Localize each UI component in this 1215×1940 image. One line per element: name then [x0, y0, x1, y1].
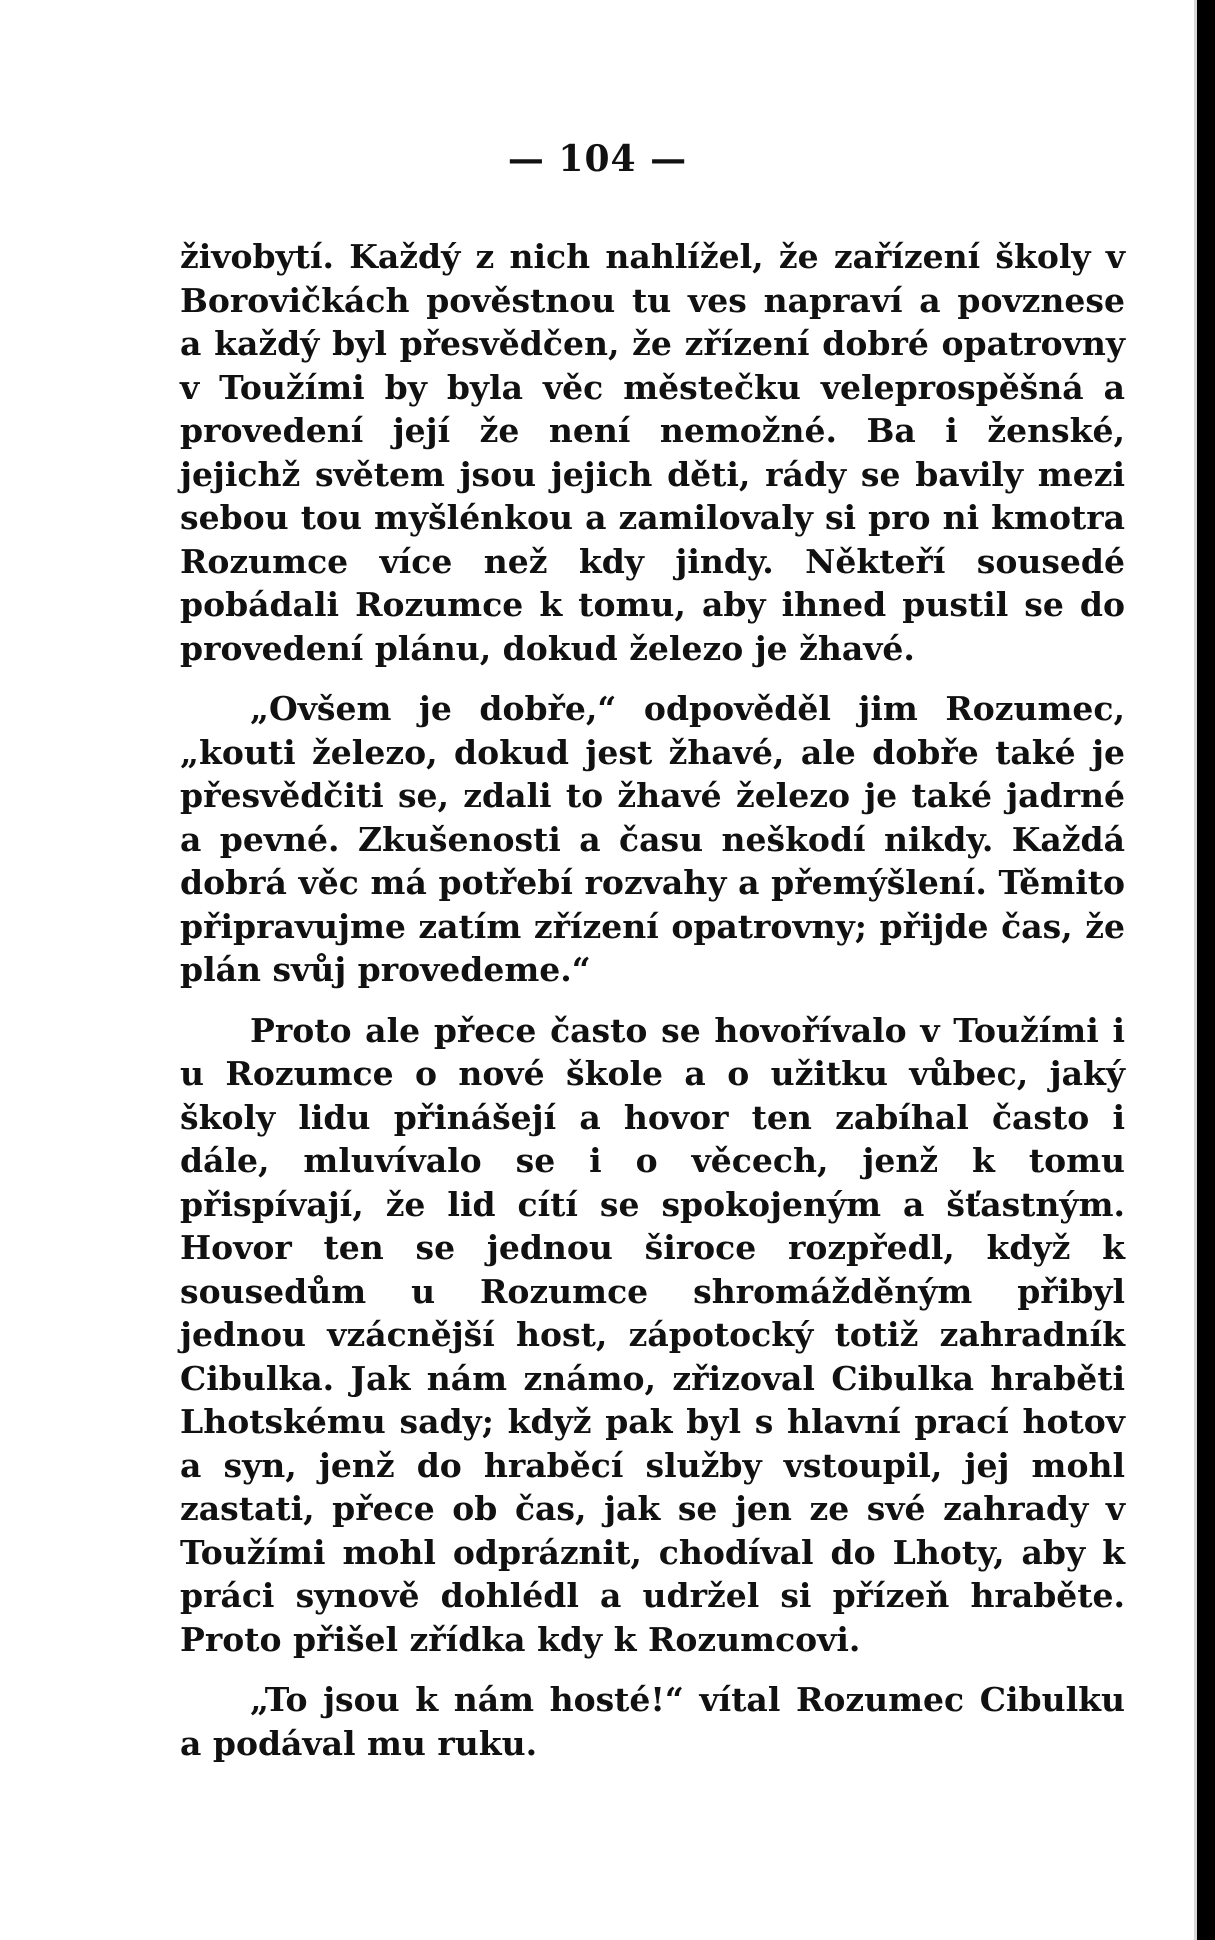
page-number: — 104 —	[507, 138, 688, 180]
body-text	[180, 235, 1125, 1765]
paragraph-4: „To jsou k nám hosté!“ vítal Rozumec Cibulku a podával mu ruku.	[180, 1680, 1125, 1763]
paragraph-2: „Ovšem je dobře,“ odpověděl jim Rozumec, „kouti železo, dokud jest žhavé, ale dobře také je přesvědčiti se, zdali to žhavé železo je také jadrné a pevné. Zkušenosti a času neškodí nikdy. Každá dobrá věc má potřebí rozvahy a přemýšlení. Těmito připravujme zatím zřízení opatrovny; přijde čas, že plán svůj provedeme.“	[180, 689, 1125, 989]
paragraph-1: živobytí. Každý z nich nahlížel, že zařízení školy v Borovičkách pověstnou tu ves napraví a povznese a každý byl přesvědčen, že zřízení dobré opatrovny v Toužími by byla věc městečku veleprospěšná a provedení její že není nemožné. Ba i ženské, jejichž světem jsou jejich děti, rády se bavily mezi sebou tou myšlénkou a zamilovaly si pro ni kmotra Rozumce více než kdy jindy. Někteří sousedé pobádali Rozumce k tomu, aby ihned pustil se do provedení plánu, dokud železo je žhavé.	[180, 237, 1125, 668]
page-edge	[1197, 0, 1215, 1940]
paragraph-3: Proto ale přece často se hovořívalo v Toužími i u Rozumce o nové škole a o užitku vůbec, jaký školy lidu přinášejí a hovor ten zabíhal často i dále, mluvívalo se i o věcech, jenž k tomu přispívají, že lid cítí se spokojeným a šťastným. Hovor ten se jednou široce rozpředl, když k sousedům u Rozumce shromážděným přibyl jednou vzácnější host, zápotocký totiž zahradník Cibulka. Jak nám známo, zřizoval Cibulka hraběti Lhotskému sady; když pak byl s hlavní prací hotov a syn, jenž do hraběcí služby vstoupil, jej mohl zastati, přece ob čas, jak se jen ze své zahrady v Toužími mohl odpráznit, chodíval do Lhoty, aby k práci synově dohlédl a udržel si přízeň hraběte. Proto přišel zřídka kdy k Rozumcovi.	[180, 1010, 1125, 1659]
